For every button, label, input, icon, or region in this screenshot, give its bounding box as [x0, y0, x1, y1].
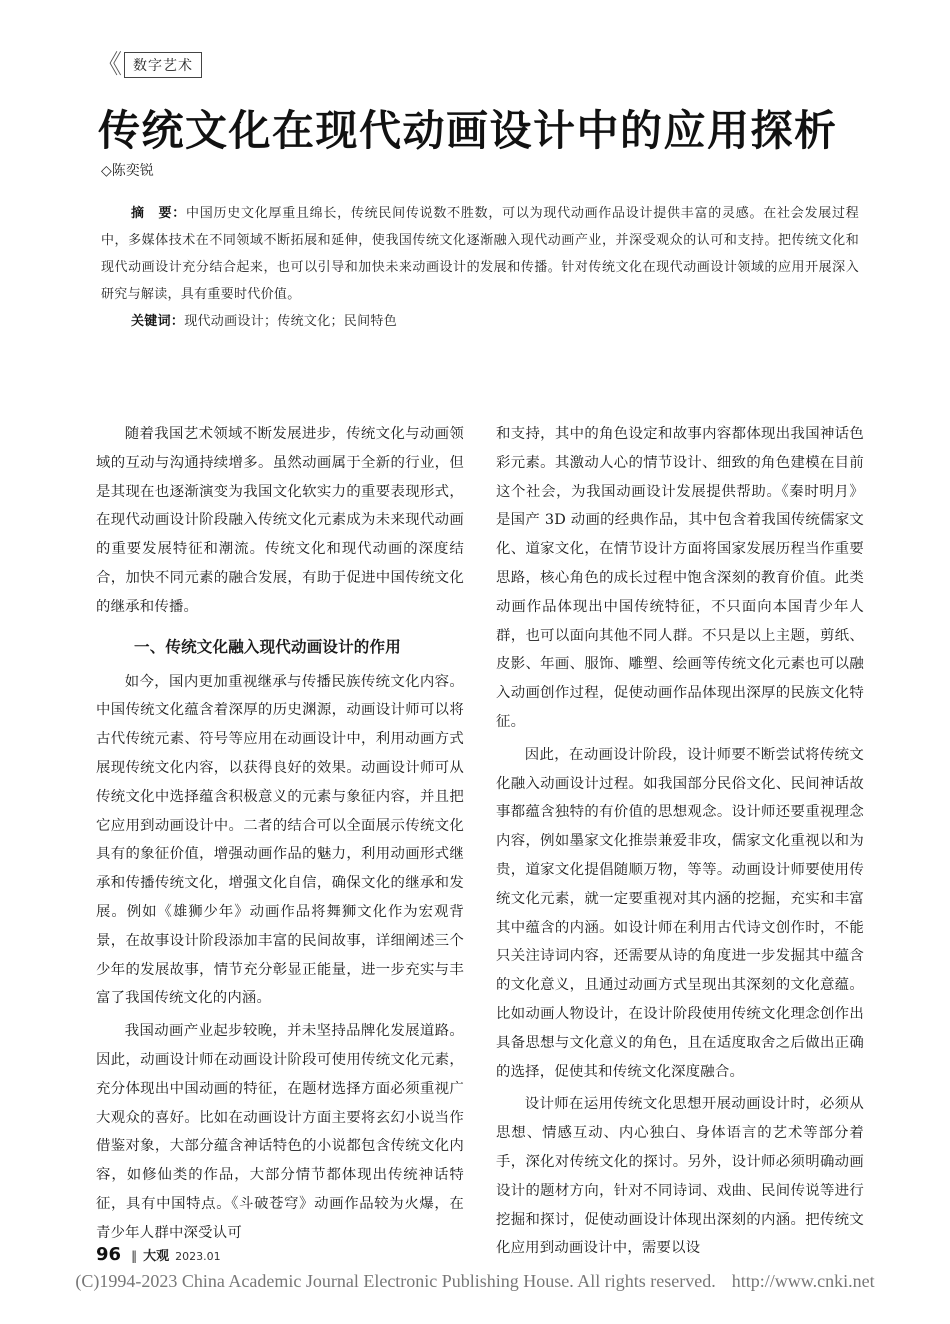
body-paragraph: 和支持，其中的角色设定和故事内容都体现出我国神话色彩元素。其激动人心的情节设计、细致的角色建模在目前这个社会，为我国动画设计发展提供帮助。《秦时明月》是国产 3D 动画的经典作品，其中包含着我国传统儒家文化、道家文化，在情节设计方面将国家发展历程当作重要思路，核心角色的成长过程中饱含深刻的教育价值。此类动画作品体现出中国传统特征，不只面向本国青少年人群，也可以面向其他不同人群。不只是以上主题，剪纸、皮影、年画、服饰、雕塑、绘画等传统文化元素也可以融入动画创作过程，促使动画作品体现出深厚的民族文化特征。	[496, 426, 864, 730]
section-bracket-icon: 《	[96, 50, 123, 80]
abstract	[101, 200, 859, 335]
body-paragraph: 随着我国艺术领域不断发展进步，传统文化与动画领域的互动与沟通持续增多。虽然动画属于全新的行业，但是其现在也逐渐演变为我国文化软实力的重要表现形式，在现代动画设计阶段融入传统文化元素成为未来现代动画的重要发展特征和潮流。传统文化和现代动画的深度结合，加快不同元素的融合发展，有助于促进中国传统文化的继承和传播。	[96, 426, 464, 615]
body-paragraph: 因此，在动画设计阶段，设计师要不断尝试将传统文化融入动画设计过程。如我国部分民俗文化、民间神话故事都蕴含独特的有价值的思想观念。设计师还要重视理念内容，例如墨家文化推崇兼爱非攻，儒家文化重视以和为贵，道家文化提倡随顺万物，等等。动画设计师要使用传统文化元素，就一定要重视对其内涵的挖掘，充实和丰富其中蕴含的内涵。如设计师在利用古代诗文创作时，不能只关注诗词内容，还需要从诗的角度进一步发掘其中蕴含的文化意义，且通过动画方式呈现出其深刻的文化意蕴。比如动画人物设计，在设计阶段使用传统文化理念创作出具备思想与文化意义的角色，且在适度取舍之后做出正确的选择，促使其和传统文化深度融合。	[496, 746, 864, 1080]
copyright-text: (C)1994-2023 China Academic Journal Electronic Publishing House. All rights reserved.	[75, 1271, 716, 1291]
abstract-label: 摘 要：	[131, 206, 186, 221]
author: ◇陈奕锐	[101, 163, 154, 179]
copyright-url[interactable]: http://www.cnki.net	[731, 1271, 875, 1291]
keywords	[101, 308, 859, 335]
footer-separator: ‖	[131, 1249, 138, 1263]
page-footer	[96, 1244, 221, 1265]
body-paragraph: 设计师在运用传统文化思想开展动画设计时，必须从思想、情感互动、内心独白、身体语言的艺术等部分着手，深化对传统文化的探讨。另外，设计师必须明确动画设计的题材方向，针对不同诗词、戏曲、民间传说等进行挖掘和探讨，促使动画设计体现出深刻的内涵。把传统文化应用到动画设计中，需要以设	[496, 1096, 864, 1257]
left-column	[96, 420, 464, 1248]
right-column	[496, 420, 864, 1263]
body-paragraph: 我国动画产业起步较晚，并未坚持品牌化发展道路。因此，动画设计师在动画设计阶段可使用传统文化元素，充分体现出中国动画的特征，在题材选择方面必须重视广大观众的喜好。比如在动画设计方面主要将玄幻小说当作借鉴对象，大部分蕴含神话特色的小说都包含传统文化内容，如修仙类的作品，大部分情节都体现出传统神话特征，具有中国特点。《斗破苍穹》动画作品较为火爆，在青少年人群中深受认可	[96, 1023, 464, 1241]
abstract-text: 中国历史文化厚重且绵长，传统民间传说数不胜数，可以为现代动画作品设计提供丰富的灵感。在社会发展过程中，多媒体技术在不同领域不断拓展和延伸，使我国传统文化逐渐融入现代动画产业，并深受观众的认可和支持。把传统文化和现代动画设计充分结合起来，也可以引导和加快未来动画设计的发展和传播。针对传统文化在现代动画设计领域的应用开展深入研究与解读，具有重要时代价值。	[101, 206, 860, 302]
article-title: 传统文化在现代动画设计中的应用探析	[98, 106, 838, 155]
section-tag	[96, 52, 202, 78]
body-paragraph: 如今，国内更加重视继承与传播民族传统文化内容。中国传统文化蕴含着深厚的历史渊源，动画设计师可以将古代传统元素、符号等应用在动画设计中，利用动画方式展现传统文化内容，以获得良好的效果。动画设计师可从传统文化中选择蕴含积极意义的元素与象征内容，并且把它应用到动画设计中。二者的结合可以全面展示传统文化具有的象征价值，增强动画作品的魅力，利用动画形式继承和传播传统文化，增强文化自信，确保文化的继承和发展。例如《雄狮少年》动画作品将舞狮文化作为宏观背景，在故事设计阶段添加丰富的民间故事，详细阐述三个少年的发展故事，情节充分彰显正能量，进一步充实与丰富了我国传统文化的内涵。	[96, 673, 464, 1007]
keywords-label: 关键词：	[131, 314, 185, 329]
keywords-text: 现代动画设计；传统文化；民间特色	[184, 314, 398, 329]
copyright-line	[0, 1271, 950, 1292]
section-label: 数字艺术	[124, 52, 202, 78]
journal-name: 大观	[143, 1249, 170, 1264]
section-heading: 一、传统文化融入现代动画设计的作用	[134, 637, 401, 656]
abstract-paragraph	[101, 200, 859, 308]
page-number: 96	[96, 1244, 122, 1265]
journal-issue: 2023.01	[175, 1250, 221, 1263]
